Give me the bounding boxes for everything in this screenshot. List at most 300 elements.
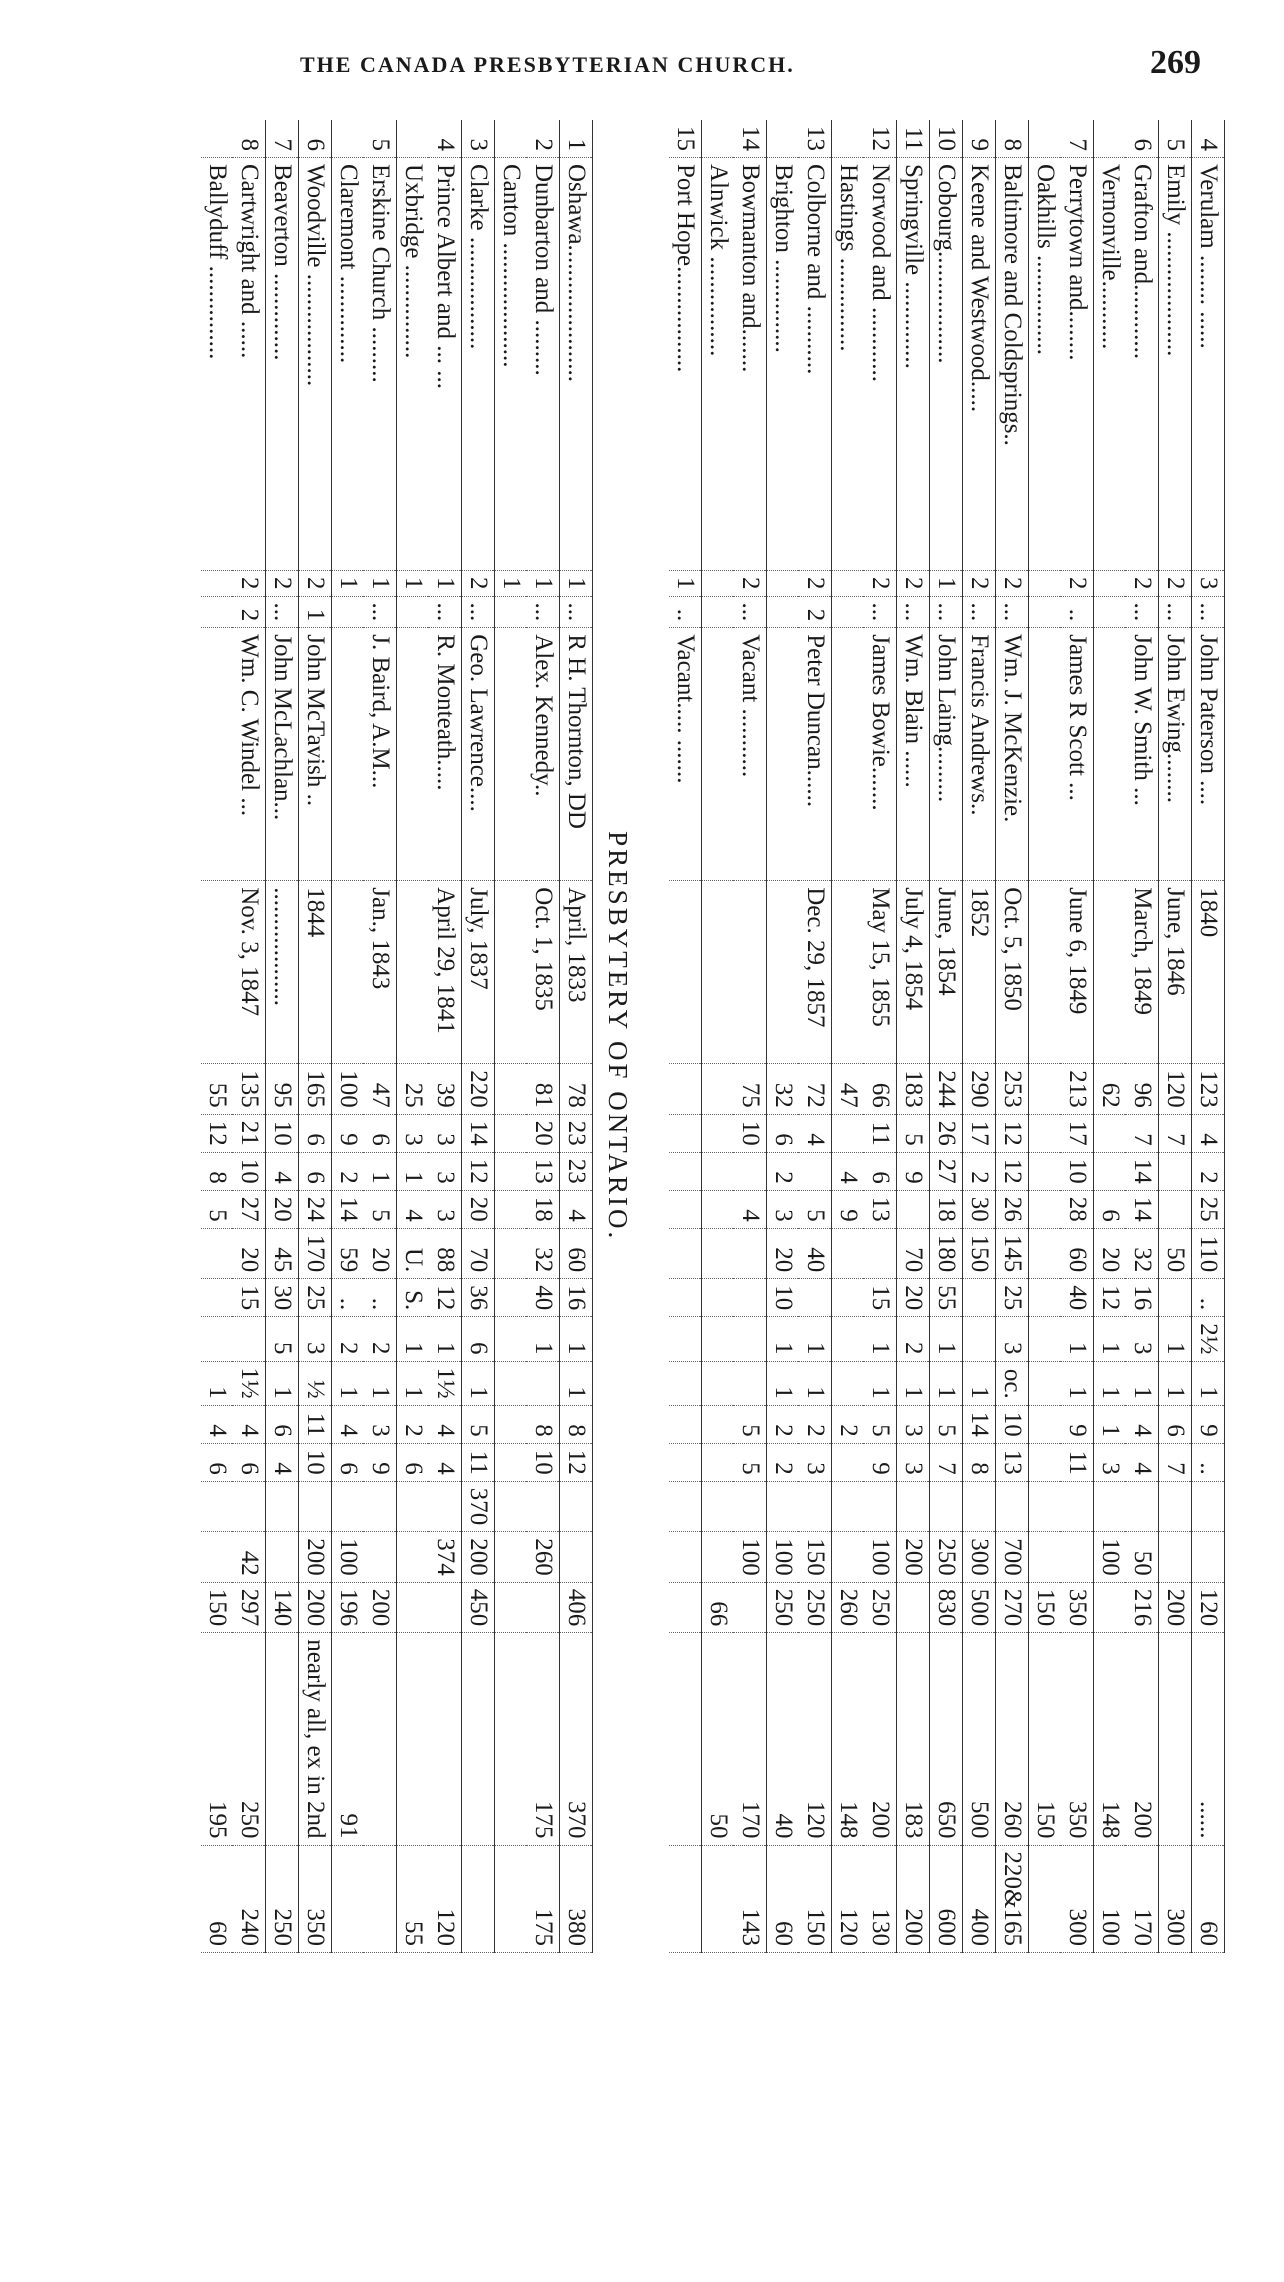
cell-c3: ... xyxy=(864,596,897,628)
cell-v12: 100 xyxy=(1094,1532,1127,1583)
cell-v10: 3 xyxy=(897,1443,930,1481)
cell-v15 xyxy=(332,1845,365,1952)
cell-c3 xyxy=(832,596,865,628)
cell-v8: 1½ xyxy=(233,1361,266,1405)
cell-v3: 6 xyxy=(864,1152,897,1190)
cell-v13: 406 xyxy=(560,1582,593,1633)
cell-v10: 7 xyxy=(1159,1443,1192,1481)
cell-v4 xyxy=(1159,1190,1192,1228)
cell-v11 xyxy=(767,1481,800,1532)
cell-v8 xyxy=(1029,1361,1062,1405)
cell-v12 xyxy=(1029,1532,1062,1583)
cell-v7 xyxy=(201,1317,233,1361)
cell-v14: 650 xyxy=(930,1633,963,1845)
cell-v9 xyxy=(495,1405,528,1443)
cell-v13: 120 xyxy=(1192,1582,1225,1633)
cell-c3: ... xyxy=(1192,596,1225,628)
cell-v13: 250 xyxy=(767,1582,800,1633)
cell-c3 xyxy=(1094,596,1127,628)
cell-v9: 5 xyxy=(864,1405,897,1443)
cell-v13: 350 xyxy=(1061,1582,1094,1633)
cell-date xyxy=(495,881,528,1064)
cell-v13: 216 xyxy=(1126,1582,1159,1633)
cell-v8: 1 xyxy=(767,1361,800,1405)
cell-no xyxy=(201,120,233,158)
cell-v11 xyxy=(233,1481,266,1532)
cell-v11 xyxy=(201,1481,233,1532)
cell-v11 xyxy=(429,1481,462,1532)
cell-v9: 9 xyxy=(1192,1405,1225,1443)
cell-v2 xyxy=(669,1114,702,1152)
cell-v11 xyxy=(1029,1481,1062,1532)
cell-v10: 6 xyxy=(233,1443,266,1481)
cell-v5: 20 xyxy=(767,1228,800,1279)
cell-v1: 95 xyxy=(266,1064,299,1115)
cell-date: April 29, 1841 xyxy=(429,881,462,1064)
cell-v9: 5 xyxy=(930,1405,963,1443)
cell-v4: 6 xyxy=(1094,1190,1127,1228)
table-row xyxy=(495,120,528,1952)
cell-v9: 2 xyxy=(767,1405,800,1443)
cell-c2: 1 xyxy=(364,571,397,597)
table-row xyxy=(364,120,397,1952)
cell-v15: 60 xyxy=(1192,1845,1225,1952)
cell-v4: 3 xyxy=(429,1190,462,1228)
cell-v5: 170 xyxy=(299,1228,332,1279)
cell-v1: 78 xyxy=(560,1064,593,1115)
cell-v3: 12 xyxy=(462,1152,495,1190)
cell-v2: 3 xyxy=(429,1114,462,1152)
cell-congregation: Erskine Church ......... xyxy=(364,158,397,571)
cell-v5: 60 xyxy=(1061,1228,1094,1279)
table-row xyxy=(1126,120,1159,1952)
cell-v7: 1 xyxy=(864,1317,897,1361)
cell-v9: 10 xyxy=(996,1405,1029,1443)
cell-v7: 2 xyxy=(897,1317,930,1361)
cell-c2: 1 xyxy=(669,571,702,597)
cell-v15: 300 xyxy=(1061,1845,1094,1952)
cell-v8: 1 xyxy=(963,1361,996,1405)
cell-v13: 830 xyxy=(930,1582,963,1633)
cell-minister xyxy=(702,628,735,881)
cell-congregation: Cobourg.................. xyxy=(930,158,963,571)
cell-c3: ... xyxy=(1126,596,1159,628)
cell-v2: 7 xyxy=(1126,1114,1159,1152)
cell-v9: 4 xyxy=(332,1405,365,1443)
cell-no: 6 xyxy=(1126,120,1159,158)
cell-v7: 1 xyxy=(930,1317,963,1361)
cell-v5 xyxy=(702,1228,735,1279)
cell-v15: 150 xyxy=(799,1845,832,1952)
cell-v13: 196 xyxy=(332,1582,365,1633)
cell-v8: 1½ xyxy=(429,1361,462,1405)
cell-v7: 5 xyxy=(266,1317,299,1361)
cell-v11 xyxy=(299,1481,332,1532)
cell-v2: 9 xyxy=(332,1114,365,1152)
cell-v13: 200 xyxy=(299,1582,332,1633)
statistics-table-body xyxy=(201,120,1225,1952)
cell-v3: 6 xyxy=(299,1152,332,1190)
cell-c2: 2 xyxy=(897,571,930,597)
cell-v7 xyxy=(1029,1317,1062,1361)
cell-v11 xyxy=(495,1481,528,1532)
section-gap xyxy=(643,120,669,1952)
cell-v5: 60 xyxy=(560,1228,593,1279)
cell-no: 1 xyxy=(560,120,593,158)
cell-v5 xyxy=(864,1228,897,1279)
cell-v13: 200 xyxy=(364,1582,397,1633)
cell-v14: 175 xyxy=(527,1633,560,1845)
cell-v10 xyxy=(1029,1443,1062,1481)
cell-no xyxy=(702,120,735,158)
cell-no xyxy=(1029,120,1062,158)
cell-v4: 30 xyxy=(963,1190,996,1228)
cell-c3: ... xyxy=(996,596,1029,628)
cell-v7: 3 xyxy=(1126,1317,1159,1361)
cell-v13: 66 xyxy=(702,1582,735,1633)
cell-v15: 120 xyxy=(429,1845,462,1952)
cell-v9: 11 xyxy=(299,1405,332,1443)
cell-v2: 20 xyxy=(527,1114,560,1152)
cell-v4: 14 xyxy=(332,1190,365,1228)
cell-v3: 13 xyxy=(527,1152,560,1190)
cell-v13: 200 xyxy=(1159,1582,1192,1633)
cell-minister xyxy=(495,628,528,881)
cell-v6: 40 xyxy=(1061,1279,1094,1317)
cell-v9 xyxy=(1029,1405,1062,1443)
cell-v6 xyxy=(201,1279,233,1317)
cell-v6: .. xyxy=(1192,1279,1225,1317)
cell-v10: 9 xyxy=(364,1443,397,1481)
cell-v11 xyxy=(930,1481,963,1532)
cell-v4 xyxy=(897,1190,930,1228)
cell-v8 xyxy=(734,1361,767,1405)
cell-v10: 13 xyxy=(996,1443,1029,1481)
cell-v1: 120 xyxy=(1159,1064,1192,1115)
table-row xyxy=(767,120,800,1952)
cell-congregation: Alnwick ................ xyxy=(702,158,735,571)
cell-v2: 23 xyxy=(560,1114,593,1152)
cell-v8: 1 xyxy=(1159,1361,1192,1405)
cell-v6: .. xyxy=(332,1279,365,1317)
cell-v12: 100 xyxy=(767,1532,800,1583)
cell-v9: 4 xyxy=(201,1405,233,1443)
cell-date: 1840 xyxy=(1192,881,1225,1064)
cell-v11 xyxy=(1192,1481,1225,1532)
cell-v13: 270 xyxy=(996,1582,1029,1633)
table-row xyxy=(397,120,430,1952)
cell-v7 xyxy=(963,1317,996,1361)
cell-v7 xyxy=(734,1317,767,1361)
cell-date xyxy=(201,881,233,1064)
cell-v3 xyxy=(669,1152,702,1190)
cell-v15: 175 xyxy=(527,1845,560,1952)
cell-minister xyxy=(832,628,865,881)
cell-v1: 25 xyxy=(397,1064,430,1115)
cell-v15: 100 xyxy=(1094,1845,1127,1952)
cell-congregation: Claremont .............. xyxy=(332,158,365,571)
cell-c3 xyxy=(702,596,735,628)
cell-v10 xyxy=(669,1443,702,1481)
cell-c3 xyxy=(767,596,800,628)
cell-v2 xyxy=(1029,1114,1062,1152)
cell-c3: ... xyxy=(560,596,593,628)
cell-v13: 140 xyxy=(266,1582,299,1633)
cell-c3: 1 xyxy=(299,596,332,628)
cell-v9: 5 xyxy=(734,1405,767,1443)
cell-v2: 6 xyxy=(767,1114,800,1152)
cell-v5: 180 xyxy=(930,1228,963,1279)
cell-v9 xyxy=(669,1405,702,1443)
cell-v8: 1 xyxy=(897,1361,930,1405)
cell-v6: 30 xyxy=(266,1279,299,1317)
cell-v5: 45 xyxy=(266,1228,299,1279)
cell-c2 xyxy=(201,571,233,597)
cell-no xyxy=(832,120,865,158)
cell-v6 xyxy=(495,1279,528,1317)
cell-v8 xyxy=(669,1361,702,1405)
cell-v6 xyxy=(734,1279,767,1317)
cell-date: June, 1854 xyxy=(930,881,963,1064)
cell-v9: 6 xyxy=(1159,1405,1192,1443)
cell-date: March, 1849 xyxy=(1126,881,1159,1064)
cell-v3 xyxy=(799,1152,832,1190)
table-row xyxy=(930,120,963,1952)
cell-c3: ... xyxy=(527,596,560,628)
cell-v15: 300 xyxy=(1159,1845,1192,1952)
cell-minister xyxy=(1029,628,1062,881)
cell-v11 xyxy=(734,1481,767,1532)
cell-v10: .. xyxy=(1192,1443,1225,1481)
cell-v10: 4 xyxy=(429,1443,462,1481)
cell-c2: 1 xyxy=(527,571,560,597)
cell-c2: 2 xyxy=(266,571,299,597)
cell-no: 8 xyxy=(233,120,266,158)
cell-v14 xyxy=(669,1633,702,1845)
cell-v8: 1 xyxy=(560,1361,593,1405)
cell-v1: 47 xyxy=(364,1064,397,1115)
cell-v4: 5 xyxy=(364,1190,397,1228)
cell-minister: James Bowie....... xyxy=(864,628,897,881)
table-row xyxy=(527,120,560,1952)
cell-v12 xyxy=(560,1532,593,1583)
cell-v5: 70 xyxy=(897,1228,930,1279)
cell-v10 xyxy=(832,1443,865,1481)
cell-c3: ... xyxy=(734,596,767,628)
cell-v8: 1 xyxy=(397,1361,430,1405)
cell-v6: 12 xyxy=(429,1279,462,1317)
cell-v7: 1 xyxy=(560,1317,593,1361)
cell-v12 xyxy=(266,1532,299,1583)
cell-v3: 2 xyxy=(1192,1152,1225,1190)
cell-v3 xyxy=(1094,1152,1127,1190)
cell-date xyxy=(734,881,767,1064)
cell-congregation: Springville .............. xyxy=(897,158,930,571)
cell-v9: 5 xyxy=(462,1405,495,1443)
cell-no xyxy=(1094,120,1127,158)
cell-no: 10 xyxy=(930,120,963,158)
cell-v4: 3 xyxy=(767,1190,800,1228)
cell-v15 xyxy=(669,1845,702,1952)
cell-v12 xyxy=(669,1532,702,1583)
cell-v1: 244 xyxy=(930,1064,963,1115)
cell-v11 xyxy=(996,1481,1029,1532)
cell-v4: 4 xyxy=(734,1190,767,1228)
cell-v6 xyxy=(1029,1279,1062,1317)
cell-date: Oct. 5, 1850 xyxy=(996,881,1029,1064)
cell-c3 xyxy=(397,596,430,628)
table-row xyxy=(702,120,735,1952)
cell-v15: 60 xyxy=(201,1845,233,1952)
cell-v7: 3 xyxy=(299,1317,332,1361)
cell-v12 xyxy=(495,1532,528,1583)
cell-v15: 55 xyxy=(397,1845,430,1952)
cell-v7: 2 xyxy=(332,1317,365,1361)
cell-v14: 91 xyxy=(332,1633,365,1845)
table-row xyxy=(233,120,266,1952)
cell-v13: 250 xyxy=(864,1582,897,1633)
cell-c2: 2 xyxy=(1159,571,1192,597)
table-row xyxy=(996,120,1029,1952)
cell-v10: 6 xyxy=(332,1443,365,1481)
cell-v4: 26 xyxy=(996,1190,1029,1228)
table-row xyxy=(799,120,832,1952)
cell-c3: .. xyxy=(669,596,702,628)
cell-v6: 10 xyxy=(767,1279,800,1317)
cell-no: 7 xyxy=(266,120,299,158)
cell-minister xyxy=(201,628,233,881)
cell-v11 xyxy=(266,1481,299,1532)
cell-v12: 200 xyxy=(462,1532,495,1583)
cell-v1: 55 xyxy=(201,1064,233,1115)
cell-v9: 4 xyxy=(1126,1405,1159,1443)
cell-date xyxy=(397,881,430,1064)
cell-v10: 9 xyxy=(864,1443,897,1481)
cell-v6: 55 xyxy=(930,1279,963,1317)
cell-congregation: Port Hope................. xyxy=(669,158,702,571)
cell-v12 xyxy=(1192,1532,1225,1583)
cell-congregation: Uxbridge ............... xyxy=(397,158,430,571)
cell-congregation: Prince Albert and ... ... xyxy=(429,158,462,571)
cell-v10: 3 xyxy=(799,1443,832,1481)
cell-v10: 6 xyxy=(397,1443,430,1481)
cell-v10: 3 xyxy=(1094,1443,1127,1481)
cell-date: June, 1846 xyxy=(1159,881,1192,1064)
cell-congregation: Beaverton .............. xyxy=(266,158,299,571)
cell-v1: 81 xyxy=(527,1064,560,1115)
cell-date: April, 1833 xyxy=(560,881,593,1064)
cell-v3: 1 xyxy=(397,1152,430,1190)
cell-v8: 1 xyxy=(266,1361,299,1405)
cell-v1 xyxy=(669,1064,702,1115)
cell-congregation: Keene and Westwood..... xyxy=(963,158,996,571)
cell-v15: 240 xyxy=(233,1845,266,1952)
table-row xyxy=(462,120,495,1952)
cell-v4: 13 xyxy=(864,1190,897,1228)
table-row xyxy=(734,120,767,1952)
cell-minister: R. Monteath..... xyxy=(429,628,462,881)
cell-v14: nearly all, ex in 2nd xyxy=(299,1633,332,1845)
cell-v15: 143 xyxy=(734,1845,767,1952)
cell-v14: 40 xyxy=(767,1633,800,1845)
cell-v1: 66 xyxy=(864,1064,897,1115)
cell-v4: 20 xyxy=(266,1190,299,1228)
cell-v9: 14 xyxy=(963,1405,996,1443)
table-row xyxy=(429,120,462,1952)
cell-v7 xyxy=(669,1317,702,1361)
cell-v12: 100 xyxy=(332,1532,365,1583)
cell-v11 xyxy=(1159,1481,1192,1532)
cell-v7: 1 xyxy=(397,1317,430,1361)
cell-v3: 3 xyxy=(429,1152,462,1190)
cell-v11 xyxy=(669,1481,702,1532)
cell-v5 xyxy=(832,1228,865,1279)
cell-v12: 200 xyxy=(299,1532,332,1583)
cell-v5: 150 xyxy=(963,1228,996,1279)
cell-v14: 250 xyxy=(233,1633,266,1845)
cell-v5: 70 xyxy=(462,1228,495,1279)
cell-v9: 4 xyxy=(429,1405,462,1443)
cell-v14 xyxy=(266,1633,299,1845)
cell-c3: ... xyxy=(897,596,930,628)
cell-v8: 1 xyxy=(799,1361,832,1405)
cell-minister xyxy=(767,628,800,881)
cell-congregation: Canton .................... xyxy=(495,158,528,571)
cell-v4: 25 xyxy=(1192,1190,1225,1228)
cell-v3: 4 xyxy=(266,1152,299,1190)
table-row xyxy=(864,120,897,1952)
cell-v2: 12 xyxy=(996,1114,1029,1152)
cell-v14: 200 xyxy=(1126,1633,1159,1845)
table-row xyxy=(963,120,996,1952)
cell-v6 xyxy=(702,1279,735,1317)
cell-v15: 400 xyxy=(963,1845,996,1952)
cell-v11 xyxy=(897,1481,930,1532)
cell-v14 xyxy=(364,1633,397,1845)
cell-v2: 5 xyxy=(897,1114,930,1152)
cell-v4: 18 xyxy=(930,1190,963,1228)
cell-v1 xyxy=(702,1064,735,1115)
statistics-table-rotated xyxy=(65,120,1225,2240)
cell-v15: 170 xyxy=(1126,1845,1159,1952)
cell-no: 5 xyxy=(1159,120,1192,158)
cell-date: June 6, 1849 xyxy=(1061,881,1094,1064)
cell-v4: 5 xyxy=(201,1190,233,1228)
cell-minister: John Ewing........ xyxy=(1159,628,1192,881)
cell-v11 xyxy=(963,1481,996,1532)
cell-v12 xyxy=(397,1532,430,1583)
cell-v3: 10 xyxy=(1061,1152,1094,1190)
cell-date xyxy=(332,881,365,1064)
cell-v5 xyxy=(201,1228,233,1279)
cell-date: Nov. 3, 1847 xyxy=(233,881,266,1064)
cell-date: 1844 xyxy=(299,881,332,1064)
cell-v8: 1 xyxy=(1094,1361,1127,1405)
cell-v8 xyxy=(702,1361,735,1405)
cell-minister: John McLachlan... xyxy=(266,628,299,881)
cell-v5: 50 xyxy=(1159,1228,1192,1279)
cell-v7: 1 xyxy=(1094,1317,1127,1361)
cell-c3: 2 xyxy=(799,596,832,628)
cell-minister: Alex. Kennedy.. xyxy=(527,628,560,881)
cell-v3: 14 xyxy=(1126,1152,1159,1190)
cell-v1: 75 xyxy=(734,1064,767,1115)
cell-v7: 1 xyxy=(767,1317,800,1361)
cell-congregation: Hastings ............... xyxy=(832,158,865,571)
cell-v8 xyxy=(527,1361,560,1405)
cell-v15: 220&165 xyxy=(996,1845,1029,1952)
cell-date: ................... xyxy=(266,881,299,1064)
